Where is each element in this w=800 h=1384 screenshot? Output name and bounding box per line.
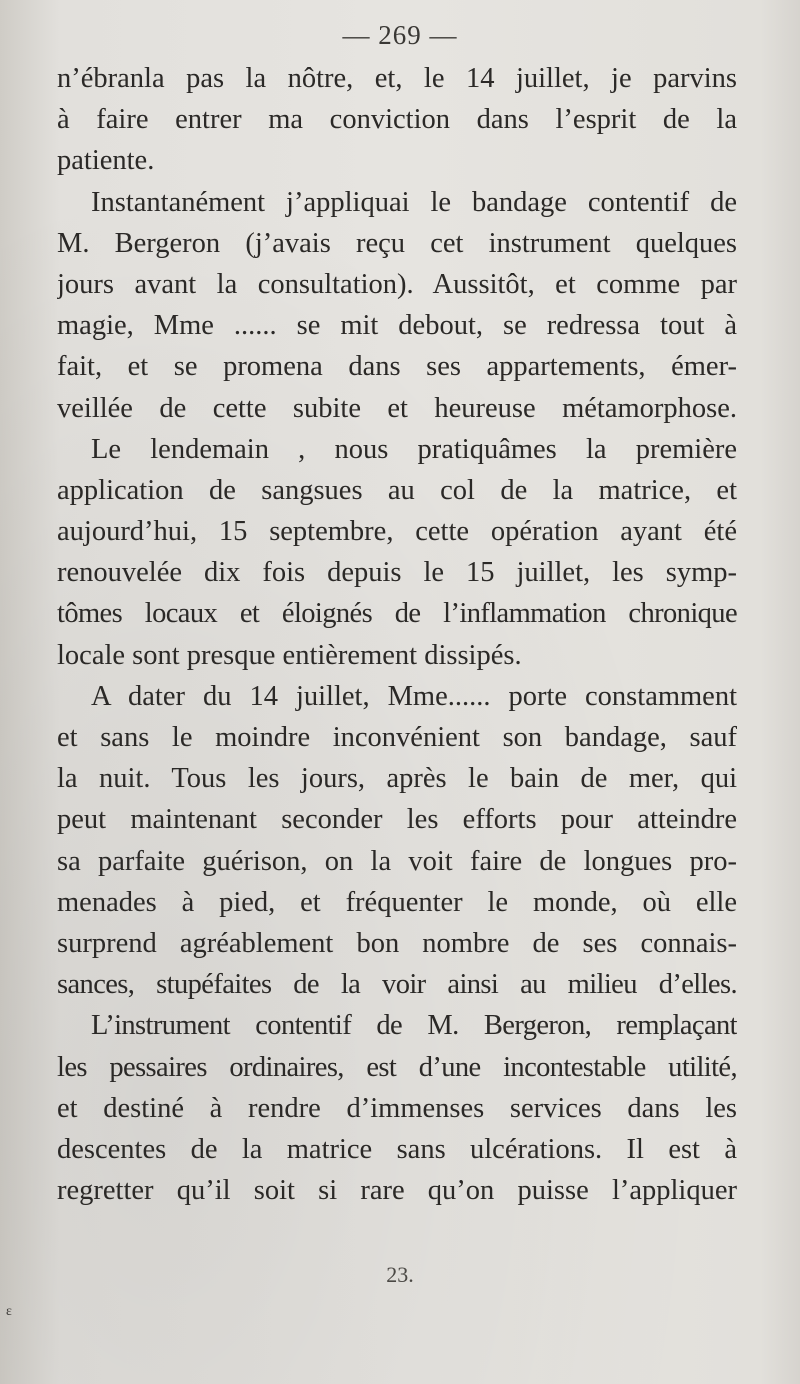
- text-line: fait, et se promena dans ses appartements, émer-: [57, 351, 737, 383]
- signature-mark: 23.: [386, 1262, 414, 1287]
- text-line: n’ébranla pas la nôtre, et, le 14 juillet, je parvins: [57, 63, 737, 94]
- text-line: renouvelée dix fois depuis le 15 juillet, les symp-: [57, 557, 737, 589]
- text-line: regretter qu’il soit si rare qu’on puisse l’appliquer: [57, 1175, 737, 1207]
- text-line: la nuit. Tous les jours, après le bain de mer, qui: [57, 763, 737, 795]
- text-line: et sans le moindre inconvénient son bandage, sauf: [57, 722, 737, 753]
- text-line: sances, stupéfaites de la voir ainsi au milieu d’elles.: [57, 969, 737, 1001]
- text-line: L’instrument contentif de M. Bergeron, remplaçant: [91, 1010, 737, 1042]
- text-line: les pessaires ordinaires, est d’une incontestable utilité,: [57, 1051, 737, 1083]
- text-line: application de sangsues au col de la matrice, et: [57, 474, 737, 506]
- text-line: menades à pied, et fréquenter le monde, où elle: [57, 886, 737, 918]
- text-line: sa parfaite guérison, on la voit faire de longues pro-: [57, 845, 737, 877]
- text-line: patiente.: [57, 145, 155, 177]
- text-line: surprend agréablement bon nombre de ses connais-: [57, 927, 737, 959]
- text-line: M. Bergeron (j’avais reçu cet instrument quelques: [57, 227, 737, 259]
- text-line: peut maintenant seconder les efforts pour atteindre: [57, 804, 737, 836]
- text-line: locale sont presque entièrement dissipés.: [57, 639, 522, 671]
- text-line: descentes de la matrice sans ulcérations. Il est à: [57, 1133, 737, 1165]
- text-line: et destiné à rendre d’immenses services dans les: [57, 1092, 737, 1124]
- text-line: Le lendemain , nous pratiquâmes la première: [91, 433, 737, 465]
- text-line: A dater du 14 juillet, Mme...... porte constamment: [91, 680, 737, 712]
- text-line: jours avant la consultation). Aussitôt, et comme par: [57, 268, 737, 300]
- text-line: tômes locaux et éloignés de l’inflammation chronique: [57, 598, 737, 630]
- page-number: — 269 —: [342, 20, 458, 50]
- text-line: à faire entrer ma conviction dans l’esprit de la: [57, 104, 737, 136]
- text-line: aujourd’hui, 15 septembre, cette opération ayant été: [57, 516, 737, 548]
- body-text: [57, 58, 737, 1211]
- text-line: magie, Mme ...... se mit debout, se redressa tout à: [57, 310, 737, 342]
- text-line: veillée de cette subite et heureuse métamorphose.: [57, 392, 737, 424]
- margin-mark: ɛ: [6, 1304, 12, 1319]
- text-line: Instantanément j’appliquai le bandage contentif de: [91, 186, 737, 218]
